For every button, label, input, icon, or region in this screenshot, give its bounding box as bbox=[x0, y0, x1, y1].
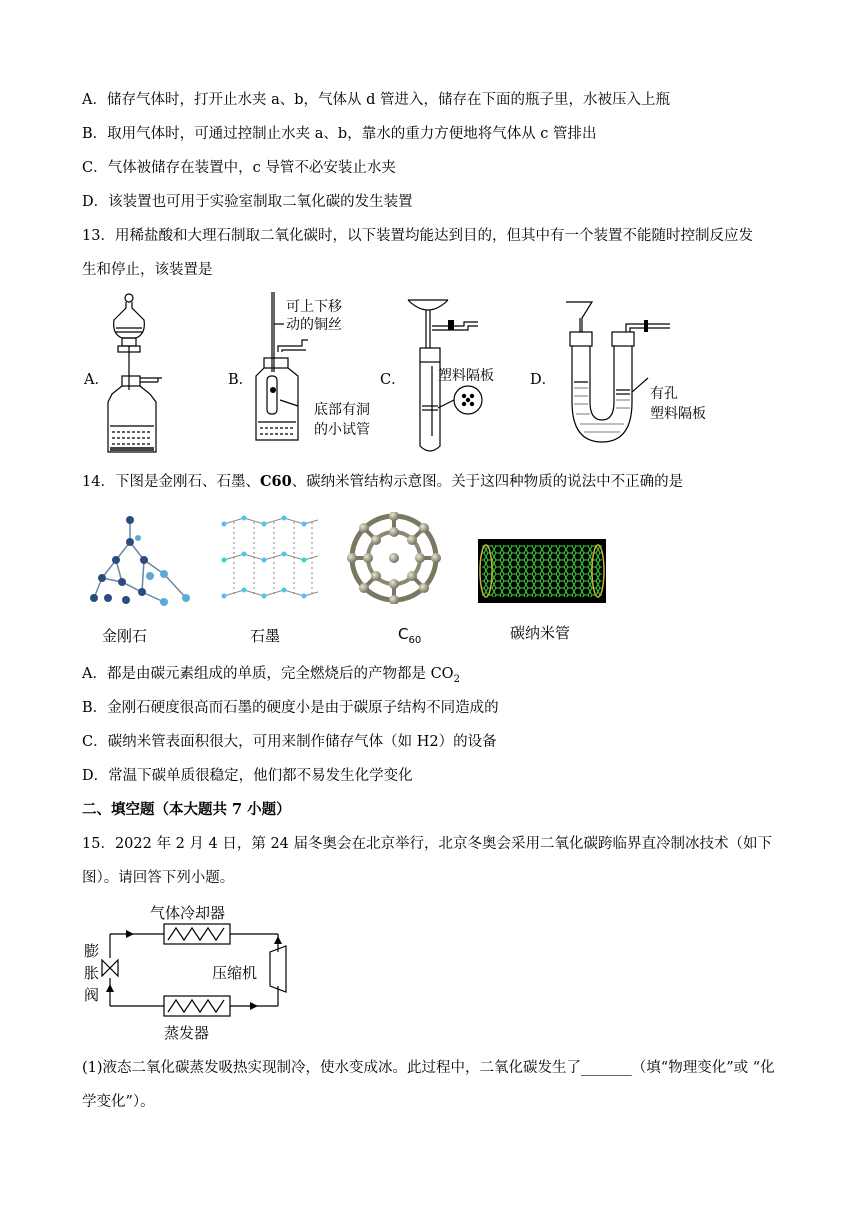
q14-stem-post: 、碳纳米管结构示意图。关于这四种物质的说法中不正确的是 bbox=[291, 474, 684, 490]
apparatus-b-bottom-note bbox=[314, 400, 370, 440]
valve-char-3: 阀 bbox=[84, 986, 100, 1004]
apparatus-a-figure bbox=[100, 290, 180, 460]
diagram-compressor-label: 压缩机 bbox=[212, 964, 258, 982]
diagram-valve-label bbox=[84, 940, 99, 1006]
q14-stem-pre: 14．下图是金刚石、石墨、 bbox=[82, 474, 260, 490]
caption-diamond: 金刚石 bbox=[102, 627, 148, 645]
b-bottom-note-line1: 底部有洞 bbox=[314, 402, 370, 418]
q14-option-b: B．金刚石硬度很高而石墨的硬度小是由于碳原子结构不同造成的 bbox=[82, 700, 499, 716]
q12-option-a: A．储存气体时，打开止水夹 a、b，气体从 d 管进入，储存在下面的瓶子里，水被压入上瓶 bbox=[82, 92, 671, 108]
apparatus-d-figure bbox=[560, 292, 690, 452]
caption-c60-sub: 60 bbox=[408, 635, 422, 646]
d-note-line2: 塑料隔板 bbox=[650, 406, 706, 422]
apparatus-b-top-note bbox=[286, 298, 342, 334]
q15-stem-line1: 15．2022 年 2 月 4 日，第 24 届冬奥会在北京举行，北京冬奥会采用二氧化碳跨临界直冷制冰技术（如下 bbox=[82, 836, 773, 852]
diagram-cooler-label: 气体冷却器 bbox=[150, 904, 226, 922]
q14-option-a bbox=[82, 664, 460, 690]
valve-char-1: 膨 bbox=[84, 942, 100, 960]
q13-label-d: D． bbox=[530, 372, 557, 388]
q14-option-a-sub: 2 bbox=[453, 673, 460, 685]
b-top-note-line1: 可上下移 bbox=[286, 299, 342, 315]
q14-option-d: D．常温下碳单质很稳定，他们都不易发生化学变化 bbox=[82, 768, 413, 784]
q12-option-c: C．气体被储存在装置中，c 导管不必安装止水夹 bbox=[82, 160, 396, 176]
q15-stem-line2: 图）。请回答下列小题。 bbox=[82, 870, 235, 886]
q12-option-d: D．该装置也可用于实验室制取二氧化碳的发生装置 bbox=[82, 194, 413, 210]
b-bottom-note-line2: 的小试管 bbox=[314, 422, 370, 438]
q12-option-b: B．取用气体时，可通过控制止水夹 a、b，靠水的重力方便地将气体从 c 管排出 bbox=[82, 126, 597, 142]
valve-char-2: 胀 bbox=[84, 964, 100, 982]
caption-graphite: 石墨 bbox=[250, 627, 281, 645]
q13-label-b: B． bbox=[228, 372, 254, 388]
q13-label-a: A． bbox=[84, 372, 109, 388]
apparatus-d-note bbox=[650, 384, 706, 424]
diagram-evaporator-label: 蒸发器 bbox=[164, 1024, 210, 1042]
q15-sub1-line2: 学变化”）。 bbox=[82, 1094, 155, 1110]
graphite-structure-image bbox=[220, 510, 322, 606]
caption-nanotube: 碳纳米管 bbox=[510, 624, 571, 642]
caption-c60-main: C bbox=[398, 625, 409, 643]
diamond-structure-image bbox=[86, 512, 192, 608]
q13-stem-line2: 生和停止，该装置是 bbox=[82, 262, 213, 278]
c60-structure-image bbox=[346, 512, 442, 604]
caption-c60 bbox=[398, 625, 421, 646]
b-top-note-line2: 动的铜丝 bbox=[286, 317, 342, 333]
q14-option-a-text: A．都是由碳元素组成的单质，完全燃烧后的产物都是 CO bbox=[82, 666, 454, 682]
d-note-line1: 有孔 bbox=[650, 386, 678, 402]
q14-stem bbox=[82, 472, 683, 492]
section-2-heading: 二、填空题（本大题共 7 小题） bbox=[82, 801, 291, 818]
q14-stem-bold: C60 bbox=[259, 473, 292, 490]
q14-option-c: C．碳纳米管表面积很大，可用来制作储存气体（如 H2）的设备 bbox=[82, 734, 497, 750]
q15-sub1-line1: (1)液态二氧化碳蒸发吸热实现制冷，使水变成冰。此过程中，二氧化碳发生了_______（填“物理变化”或 “化 bbox=[82, 1060, 775, 1076]
q13-label-c: C． bbox=[380, 372, 406, 388]
nanotube-structure-image bbox=[478, 539, 606, 603]
q13-stem-line1: 13．用稀盐酸和大理石制取二氧化碳时，以下装置均能达到目的，但其中有一个装置不能随时控制反应发 bbox=[82, 228, 753, 244]
apparatus-c-note: 塑料隔板 bbox=[438, 368, 494, 384]
